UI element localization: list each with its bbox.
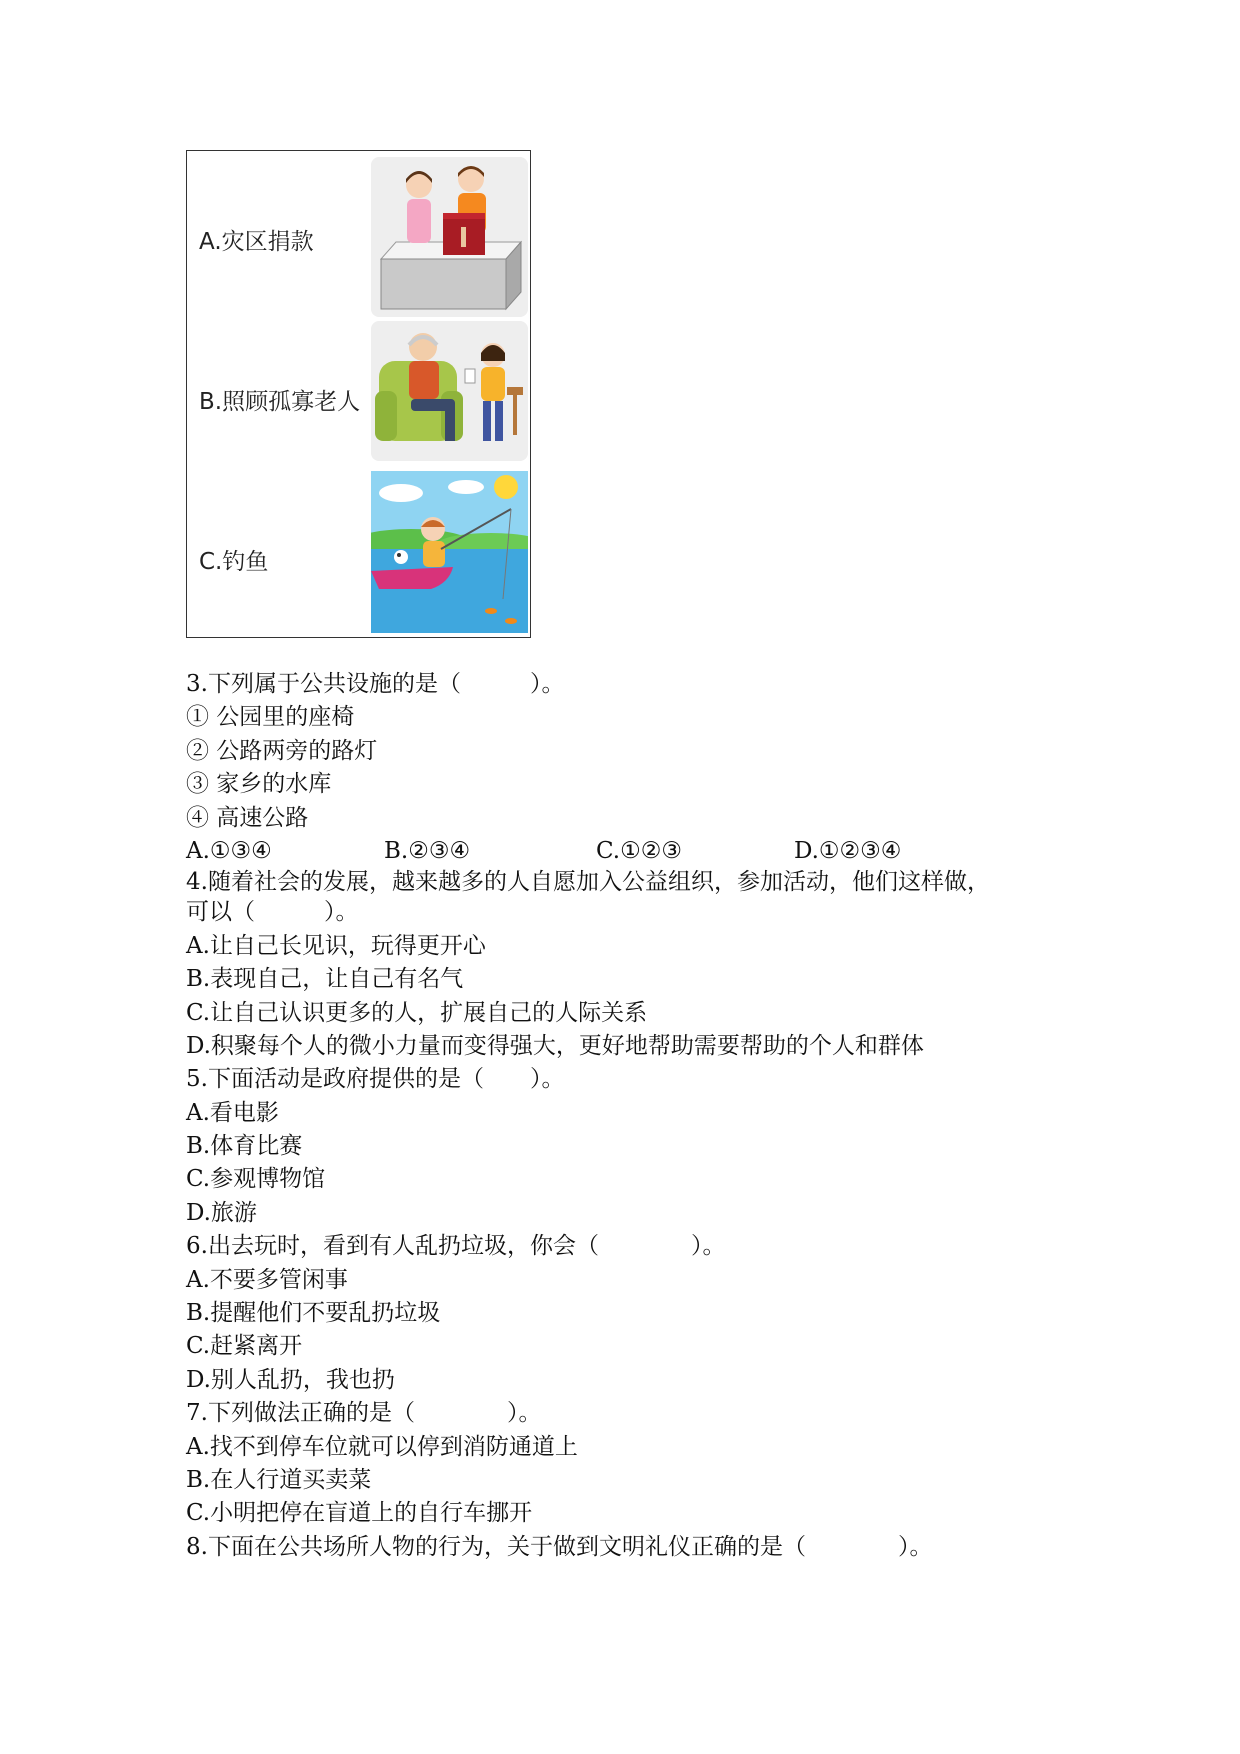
q3-item: ④ 高速公路 (186, 804, 309, 831)
q5-option: D.旅游 (186, 1199, 257, 1226)
q5-option: B.体育比赛 (186, 1133, 303, 1160)
q5-option: A.看电影 (186, 1099, 279, 1126)
fishing-boy-illustration (371, 471, 528, 633)
q3-choices (186, 835, 1066, 868)
q6-option: D.别人乱扔，我也扔 (186, 1366, 395, 1393)
q3-choice-c: C.①②③ (596, 837, 682, 864)
q5-stem: 5.下面活动是政府提供的是（ ）。 (186, 1066, 565, 1093)
elderly-care-illustration (371, 321, 528, 461)
question-list (186, 668, 1066, 1564)
option-a-label: A.灾区捐款 (199, 229, 314, 255)
q4-option: C.让自己认识更多的人，扩展自己的人际关系 (186, 999, 648, 1026)
q7-stem: 7.下列做法正确的是（ ）。 (186, 1400, 542, 1427)
q3-item: ② 公路两旁的路灯 (186, 737, 378, 764)
q4-option: D.积聚每个人的微小力量而变得强大，更好地帮助需要帮助的个人和群体 (186, 1032, 924, 1059)
q3-item: ③ 家乡的水库 (186, 771, 332, 798)
q6-option: B.提醒他们不要乱扔垃圾 (186, 1300, 441, 1327)
q8-stem: 8.下面在公共场所人物的行为，关于做到文明礼仪正确的是（ ）。 (186, 1533, 933, 1560)
q6-stem: 6.出去玩时，看到有人乱扔垃圾，你会（ ）。 (186, 1233, 726, 1260)
q5-option: C.参观博物馆 (186, 1166, 326, 1193)
q7-option: C.小明把停在盲道上的自行车挪开 (186, 1500, 533, 1527)
option-c-label: C.钓鱼 (199, 549, 269, 575)
q4-option: B.表现自己，让自己有名气 (186, 966, 464, 993)
q4-stem-line2: 可以（ ）。 (186, 899, 359, 926)
q3-item: ① 公园里的座椅 (186, 704, 355, 731)
q4-stem-line1: 4.随着社会的发展，越来越多的人自愿加入公益组织，参加活动，他们这样做， (186, 869, 990, 896)
donation-box-illustration (371, 157, 528, 317)
q7-option: B.在人行道买卖菜 (186, 1466, 372, 1493)
q6-option: C.赶紧离开 (186, 1333, 303, 1360)
q3-choice-d: D.①②③④ (794, 837, 902, 864)
options-figure (186, 150, 531, 638)
option-b-label: B.照顾孤寡老人 (199, 389, 361, 415)
q3-choice-b: B.②③④ (384, 837, 471, 864)
q3-choice-a: A.①③④ (186, 837, 272, 864)
q3-stem: 3.下列属于公共设施的是（ ）。 (186, 671, 565, 697)
q4-option: A.让自己长见识，玩得更开心 (186, 932, 486, 959)
q7-option: A.找不到停车位就可以停到消防通道上 (186, 1433, 578, 1460)
q6-option: A.不要多管闲事 (186, 1266, 348, 1293)
